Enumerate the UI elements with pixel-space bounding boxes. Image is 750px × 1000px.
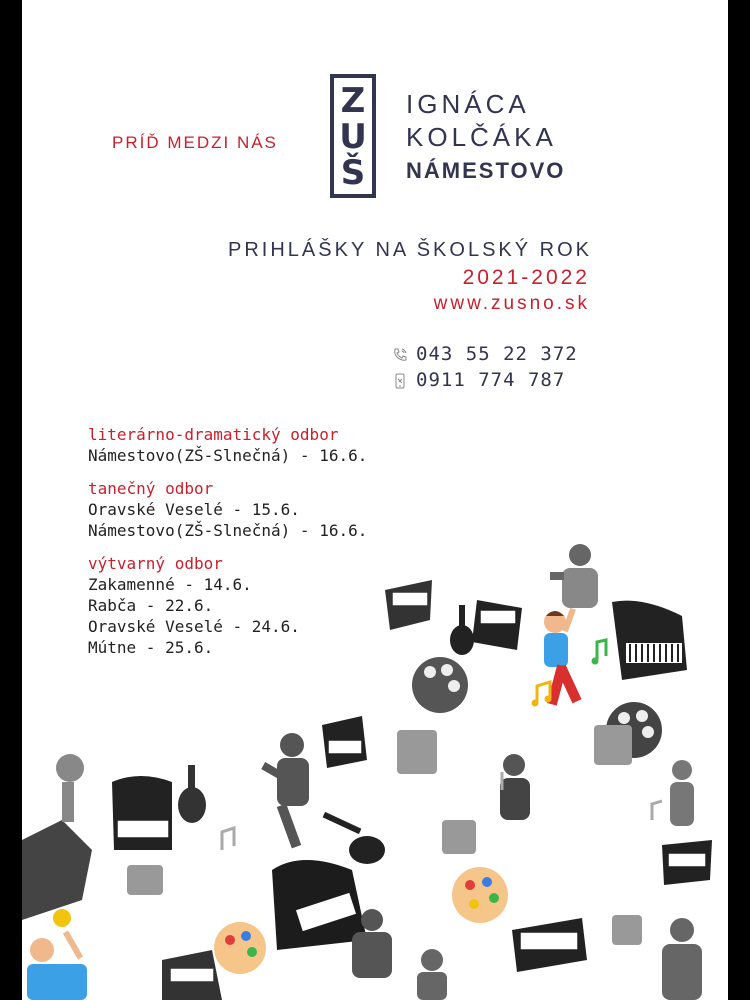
website-link[interactable]: www.zusno.sk bbox=[433, 293, 590, 314]
palette-icon bbox=[412, 657, 468, 713]
department-block bbox=[88, 553, 367, 658]
department-date: Mútne - 25.6. bbox=[88, 638, 214, 657]
guitar-icon bbox=[323, 812, 385, 864]
dancer-figure bbox=[550, 544, 598, 608]
department-date: Oravské Veselé - 24.6. bbox=[88, 617, 300, 636]
poster bbox=[22, 0, 728, 1000]
dancer-figure bbox=[261, 733, 309, 848]
piano-icon bbox=[662, 840, 712, 885]
department-block bbox=[88, 478, 367, 541]
school-name-line-2: KOLČÁKA bbox=[406, 122, 557, 152]
colored-singer-figure bbox=[27, 909, 87, 1000]
piano-icon bbox=[162, 950, 222, 1000]
guitar-icon bbox=[450, 605, 474, 655]
mobile-phone-icon bbox=[392, 373, 408, 389]
phone-number: 043 55 22 372 bbox=[416, 343, 578, 365]
department-name: výtvarný odbor bbox=[88, 554, 223, 573]
piano-icon bbox=[612, 601, 687, 680]
piano-icon bbox=[112, 776, 172, 850]
department-date: Rabča - 22.6. bbox=[88, 596, 214, 615]
dancer-figure bbox=[352, 909, 447, 1000]
school-name-line-1: IGNÁCA bbox=[406, 89, 530, 119]
dancer-figure bbox=[662, 918, 702, 1000]
department-name: tanečný odbor bbox=[88, 479, 214, 498]
piano-icon bbox=[512, 918, 587, 972]
piano-icon bbox=[322, 716, 367, 768]
registration-years: 2021-2022 bbox=[462, 266, 590, 289]
school-town: NÁMESTOVO bbox=[406, 158, 566, 183]
mobile-number: 0911 774 787 bbox=[416, 369, 566, 391]
logo-letter-z: Z bbox=[340, 81, 366, 121]
registration-title: PRIHLÁŠKY NA ŠKOLSKÝ ROK bbox=[228, 239, 592, 261]
music-note-icon bbox=[592, 640, 607, 665]
dancer-figure bbox=[22, 754, 92, 920]
logo-letter-u: U bbox=[339, 117, 367, 157]
piano-icon bbox=[385, 580, 432, 630]
schedule-list bbox=[88, 424, 367, 658]
phone-icon bbox=[392, 347, 408, 363]
department-date: Námestovo(ZŠ-Slnečná) - 16.6. bbox=[88, 446, 368, 465]
department-date: Námestovo(ZŠ-Slnečná) - 16.6. bbox=[88, 521, 368, 540]
piano-icon bbox=[472, 600, 522, 650]
palette-icon bbox=[214, 922, 266, 974]
tagline: PRÍĎ MEDZI NÁS bbox=[112, 133, 278, 152]
school-logo bbox=[330, 74, 376, 198]
dancer-figure bbox=[500, 754, 530, 820]
phone-contact[interactable] bbox=[392, 343, 578, 365]
piano-icon bbox=[272, 860, 367, 950]
logo-letter-s: Š bbox=[340, 153, 366, 193]
guitar-icon bbox=[178, 765, 206, 823]
dancer-figure bbox=[127, 725, 642, 945]
department-date: Zakamenné - 14.6. bbox=[88, 575, 252, 594]
department-date: Oravské Veselé - 15.6. bbox=[88, 500, 300, 519]
department-name: literárno-dramatický odbor bbox=[88, 425, 339, 444]
palette-icon bbox=[452, 867, 508, 923]
mobile-contact[interactable] bbox=[392, 369, 565, 391]
dancer-figure bbox=[670, 760, 694, 826]
department-block bbox=[88, 424, 367, 466]
